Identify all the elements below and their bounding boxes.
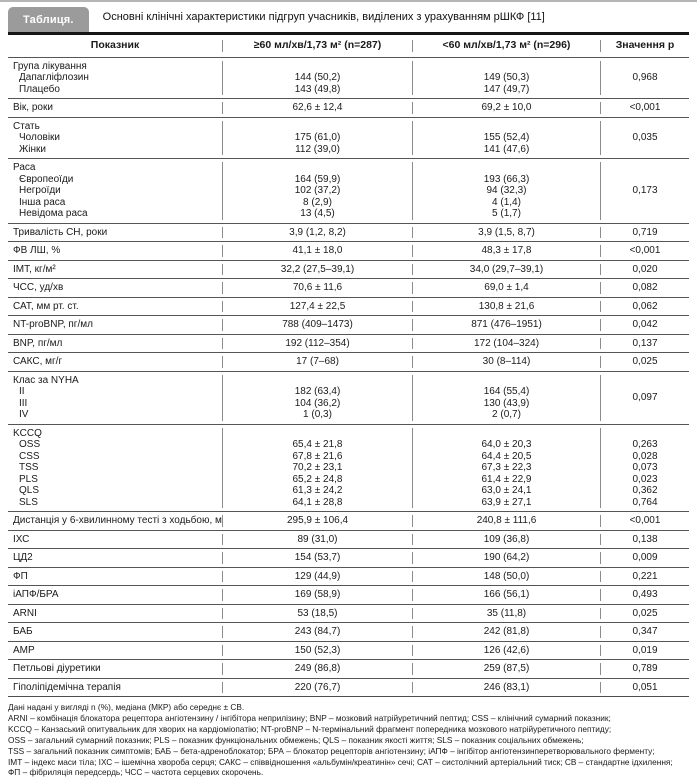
table-row xyxy=(8,98,689,117)
footnote-line: ФП – фібриляція передсердь; ЧСС – частота серцевих скорочень. xyxy=(8,767,264,778)
value-egfr-low: 48,3 ± 17,8 xyxy=(412,245,600,257)
value-egfr-high: 249 (86,8) xyxy=(222,663,412,675)
value-egfr-high: 41,1 ± 18,0 xyxy=(222,245,412,257)
row-label: Клас за NYHA II III IV xyxy=(13,374,79,420)
value-egfr-low: 190 (64,2) xyxy=(412,552,600,564)
value-egfr-high: 295,9 ± 106,4 xyxy=(222,515,412,527)
table-row xyxy=(8,241,689,260)
row-label: BNP, пг/мл xyxy=(13,337,63,349)
table-row xyxy=(8,260,689,279)
column-header-indicator: Показник xyxy=(90,39,140,51)
value-egfr-low: 149 (50,3) 147 (49,7) xyxy=(412,61,600,96)
value-egfr-high: 169 (58,9) xyxy=(222,589,412,601)
value-egfr-high: 164 (59,9) 102 (37,2) 8 (2,9) 13 (4,5) xyxy=(222,162,412,220)
table-row xyxy=(8,585,689,604)
table-badge: Таблиця. xyxy=(8,7,89,32)
row-label: Раса Європеоїди Негроїди Інша раса Невідома раса xyxy=(13,162,88,219)
row-label: Тривалість СН, роки xyxy=(13,226,108,238)
p-value: 0,042 xyxy=(600,319,689,331)
row-label: Вік, роки xyxy=(13,102,53,113)
footnotes xyxy=(8,702,689,778)
value-egfr-low: 246 (83,1) xyxy=(412,682,600,694)
footnote-line: TSS – загальний показник симптомів; БАБ – бета-адреноблокатор; БРА – блокатор рецепторів ангіотензину; іАПФ – інгібітор ангіотензинперетворювального ферменту; xyxy=(8,745,655,756)
value-egfr-high: 32,2 (27,5–39,1) xyxy=(222,264,412,276)
row-label: ІХС xyxy=(13,533,30,545)
p-value: 0,137 xyxy=(600,338,689,350)
p-value: 0,173 xyxy=(600,162,689,220)
table-row xyxy=(8,678,689,697)
value-egfr-low: 130,8 ± 21,6 xyxy=(412,301,600,313)
table-row xyxy=(8,334,689,353)
row-label: САКС, мг/г xyxy=(13,356,63,367)
row-label: NT-proBNP, пг/мл xyxy=(13,319,93,330)
row-label: ІМТ, кг/м² xyxy=(13,263,56,275)
value-egfr-high: 788 (409–1473) xyxy=(222,319,412,331)
row-label: САТ, мм рт. ст. xyxy=(13,300,79,312)
p-value: 0,019 xyxy=(600,645,689,657)
value-egfr-low: 35 (11,8) xyxy=(412,608,600,620)
table-row xyxy=(8,567,689,586)
value-egfr-low: 259 (87,5) xyxy=(412,663,600,675)
value-egfr-high: 65,4 ± 21,8 67,8 ± 21,6 70,2 ± 23,1 65,2 ± 24,8 61,3 ± 24,2 64,1 ± 28,8 xyxy=(222,428,412,509)
column-header-egfr-low: <60 мл/хв/1,73 м² (n=296) xyxy=(412,40,600,52)
column-header-p-value: Значення р xyxy=(600,40,689,52)
p-value: 0,062 xyxy=(600,301,689,313)
table-row xyxy=(8,641,689,660)
value-egfr-low: 109 (36,8) xyxy=(412,534,600,546)
p-value: 0,263 0,028 0,073 0,023 0,362 0,764 xyxy=(600,428,689,509)
row-label: АМР xyxy=(13,644,35,656)
table-row xyxy=(8,278,689,297)
table-row xyxy=(8,352,689,371)
value-egfr-low: 242 (81,8) xyxy=(412,626,600,638)
row-label: Дистанція у 6-хвилинному тесті з ходьбою, м xyxy=(13,515,222,526)
p-value: 0,035 xyxy=(600,121,689,156)
row-label: ARNI xyxy=(13,607,37,619)
value-egfr-low: 164 (55,4) 130 (43,9) 2 (0,7) xyxy=(412,375,600,421)
value-egfr-high: 53 (18,5) xyxy=(222,608,412,620)
row-label: Гіполіпідемічна терапія xyxy=(13,681,121,693)
value-egfr-high: 127,4 ± 22,5 xyxy=(222,301,412,313)
table-row xyxy=(8,604,689,623)
value-egfr-high: 182 (63,4) 104 (36,2) 1 (0,3) xyxy=(222,375,412,421)
row-label: Стать Чоловіки Жінки xyxy=(13,120,61,155)
value-egfr-high: 129 (44,9) xyxy=(222,571,412,583)
table-row xyxy=(8,424,689,512)
row-label: Петльові діуретики xyxy=(13,663,101,674)
table-row xyxy=(8,659,689,678)
p-value: 0,221 xyxy=(600,571,689,583)
footnote-line: ARNI – комбінація блокатора рецептора ангіотензину / інгібітора неприлізину; BNP – мозковий натрійуретичний пептид; CSS – клінічний сумарний показник; xyxy=(8,712,611,723)
page-title: Основні клінічні характеристики підгруп учасників, виділених з урахуванням рШКФ [11] xyxy=(102,11,545,23)
value-egfr-low: 126 (42,6) xyxy=(412,645,600,657)
column-header-egfr-high: ≥60 мл/хв/1,73 м² (n=287) xyxy=(222,40,412,52)
footnote-line: OSS – загальний сумарний показник; PLS – показник функціональних обмежень; QLS – показник якості життя; SLS – показник соціальних обмежень; xyxy=(8,734,584,745)
row-label: Група лікування Дапагліфлозин Плацебо xyxy=(13,60,89,95)
value-egfr-low: 64,0 ± 20,3 64,4 ± 20,5 67,3 ± 22,3 61,4 ± 22,9 63,0 ± 24,1 63,9 ± 27,1 xyxy=(412,428,600,509)
p-value: 0,789 xyxy=(600,663,689,675)
footnote-line: ІМТ – індекс маси тіла; ІХС – ішемічна хвороба серця; САКС – співвідношення «альбумін/креатинін» сечі; САТ – систолічний артеріальний тиск; СВ – стандартне ідхилення; xyxy=(8,756,673,767)
value-egfr-low: 240,8 ± 111,6 xyxy=(412,515,600,527)
p-value: 0,009 xyxy=(600,552,689,564)
p-value: 0,138 xyxy=(600,534,689,546)
value-egfr-low: 3,9 (1,5, 8,7) xyxy=(412,227,600,239)
p-value: 0,347 xyxy=(600,626,689,638)
p-value: 0,968 xyxy=(600,61,689,96)
value-egfr-low: 155 (52,4) 141 (47,6) xyxy=(412,121,600,156)
footnote-line: Дані надані у вигляді n (%), медіана (МКР) або середнє ± СВ. xyxy=(8,702,245,712)
row-label: БАБ xyxy=(13,626,33,637)
table-row xyxy=(8,297,689,316)
value-egfr-low: 166 (56,1) xyxy=(412,589,600,601)
characteristics-table xyxy=(8,35,689,697)
value-egfr-high: 154 (53,7) xyxy=(222,552,412,564)
table-row xyxy=(8,315,689,334)
table-row xyxy=(8,530,689,549)
table-row xyxy=(8,548,689,567)
table-row xyxy=(8,223,689,242)
p-value: <0,001 xyxy=(600,515,689,527)
value-egfr-low: 172 (104–324) xyxy=(412,338,600,350)
value-egfr-low: 34,0 (29,7–39,1) xyxy=(412,264,600,276)
p-value: <0,001 xyxy=(600,102,689,114)
p-value: 0,025 xyxy=(600,608,689,620)
value-egfr-high: 89 (31,0) xyxy=(222,534,412,546)
value-egfr-low: 30 (8–114) xyxy=(412,356,600,368)
value-egfr-high: 62,6 ± 12,4 xyxy=(222,102,412,114)
value-egfr-low: 193 (66,3) 94 (32,3) 4 (1,4) 5 (1,7) xyxy=(412,162,600,220)
value-egfr-high: 144 (50,2) 143 (49,8) xyxy=(222,61,412,96)
table-header xyxy=(8,2,689,35)
value-egfr-high: 220 (76,7) xyxy=(222,682,412,694)
value-egfr-high: 17 (7–68) xyxy=(222,356,412,368)
table-row xyxy=(8,371,689,424)
p-value: 0,025 xyxy=(600,356,689,368)
p-value: <0,001 xyxy=(600,245,689,257)
value-egfr-high: 3,9 (1,2, 8,2) xyxy=(222,227,412,239)
table-row xyxy=(8,117,689,159)
table-row xyxy=(8,158,689,223)
row-label: KCCQ OSS CSS TSS PLS QLS SLS xyxy=(13,427,42,508)
table-body xyxy=(8,57,689,697)
value-egfr-high: 150 (52,3) xyxy=(222,645,412,657)
value-egfr-high: 70,6 ± 11,6 xyxy=(222,282,412,294)
p-value: 0,719 xyxy=(600,227,689,239)
table-row xyxy=(8,622,689,641)
row-label: іАПФ/БРА xyxy=(13,589,59,600)
p-value: 0,493 xyxy=(600,589,689,601)
p-value: 0,051 xyxy=(600,682,689,694)
value-egfr-low: 69,2 ± 10,0 xyxy=(412,102,600,114)
value-egfr-high: 175 (61,0) 112 (39,0) xyxy=(222,121,412,156)
row-label: ФП xyxy=(13,570,28,582)
row-label: ФВ ЛШ, % xyxy=(13,245,61,256)
row-label: ЧСС, уд/хв xyxy=(13,282,64,293)
column-header-row xyxy=(8,35,689,57)
p-value: 0,097 xyxy=(600,375,689,421)
value-egfr-high: 243 (84,7) xyxy=(222,626,412,638)
footnote-line: KCCQ – Канзаський опитувальник для хворих на кардіоміопатію; NT-proBNP – N-термінальний фрагмент попередника мозкового натрійуретичного пептиду; xyxy=(8,723,612,734)
table-row xyxy=(8,511,689,530)
p-value: 0,020 xyxy=(600,264,689,276)
p-value: 0,082 xyxy=(600,282,689,294)
value-egfr-low: 871 (476–1951) xyxy=(412,319,600,331)
value-egfr-high: 192 (112–354) xyxy=(222,338,412,350)
table-row xyxy=(8,57,689,99)
value-egfr-low: 69,0 ± 1,4 xyxy=(412,282,600,294)
row-label: ЦД2 xyxy=(13,552,33,563)
value-egfr-low: 148 (50,0) xyxy=(412,571,600,583)
